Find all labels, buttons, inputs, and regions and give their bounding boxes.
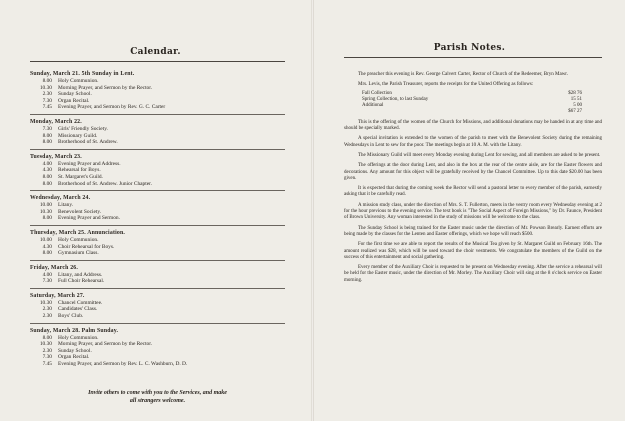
event-text: Rehearsal for Boys. <box>58 167 101 174</box>
event-time: 10.30 <box>39 299 52 306</box>
event-time: 8.00 <box>42 334 52 341</box>
calendar-day <box>30 292 285 320</box>
event-text: Morning Prayer, and Sermon by the Rector. <box>58 341 153 348</box>
event-text: Litany. <box>58 202 74 209</box>
event-time: 2.30 <box>42 91 52 98</box>
event-text: Candidates' Class. <box>58 306 98 313</box>
note-missionary-guild: The Missionary Guild will meet every Monday evening during Lent for sewing, and all members are asked to be present. <box>358 152 601 158</box>
calendar-event <box>30 202 285 209</box>
calendar-event <box>30 313 285 320</box>
event-text: Girls' Friendly Society. <box>58 125 108 132</box>
day-heading: Tuesday, March 23. <box>30 153 82 160</box>
calendar-event <box>30 167 285 174</box>
event-time: 8.00 <box>42 250 52 257</box>
calendar-event <box>30 91 285 98</box>
offering-total: $67 27 <box>568 109 582 115</box>
calendar-event <box>30 361 285 368</box>
event-text: Sunday School. <box>58 347 92 354</box>
invitation-line-2: all strangers welcome. <box>129 397 186 404</box>
calendar-event <box>30 300 285 307</box>
day-heading: Sunday, March 21. 5th Sunday in Lent. <box>30 71 135 77</box>
note-musical-tea: For the first time we are able to report the results of the Musical Tea given by St. Margaret Guild on February 16th. The amount realized was $28, which will be used toward the choir vestments. We congratulate the members of the Guild on the success of this entertainment and social gathering. <box>344 242 602 260</box>
note-mission-class: A mission study class, under the direction of Mrs. S. T. Fullerton, meets in the vestry room every Wednesday evening at 2 for the hour previous to the evening service. The text book is "The Social Aspect of Foreign Missions," by Dr. Faunce, President of Brown University. Any woman interested in the study of missions will be welcome to the class. <box>344 202 602 221</box>
event-time: 10.00 <box>39 236 52 243</box>
event-text: Sunday School. <box>58 91 92 98</box>
event-text: Organ Recital. <box>58 97 90 104</box>
event-time: 7.30 <box>42 97 52 104</box>
calendar-day <box>30 194 285 222</box>
event-time: 7.30 <box>42 278 52 285</box>
day-separator <box>30 260 285 261</box>
event-time: 2.30 <box>42 306 52 313</box>
note-offering-women: This is the offering of the women of the Church for Missions, and additional donations may be handed in at any time and should be specially marked. <box>344 119 602 132</box>
event-time: 7.45 <box>42 104 52 111</box>
calendar-day <box>30 229 285 257</box>
event-time: 7.45 <box>42 361 52 368</box>
event-time: 4.30 <box>42 243 52 250</box>
calendar-event <box>30 306 285 313</box>
calendar-event <box>30 215 285 222</box>
event-text: Evening Prayer and Sermon. <box>58 215 120 222</box>
event-text: Morning Prayer, and Sermon by the Rector. <box>58 84 153 91</box>
note-auxiliary-choir: Every member of the Auxiliary Choir is requested to be present on Wednesday evening. After the service a rehearsal will be held for the Easter music, under the direction of Mr. Morley. The Auxiliary Choir will sing at the 8 o'clock service on Easter morning. <box>344 265 602 283</box>
calendar-event <box>30 78 285 85</box>
day-heading: Sunday, March 28. Palm Sunday. <box>30 327 119 334</box>
event-time: 10.00 <box>39 202 52 209</box>
note-sunday-school: The Sunday School is being trained for the Easter music under the direction of Mr. Powson Brearly. Earnest efforts are being made by the classes for the Lenten and Easter offerings, which we hope will reach $500. <box>344 225 602 237</box>
event-text: Evening Prayer, and Sermon by Rev. L. C. Washburn, D. D. <box>58 361 188 368</box>
event-time: 4.00 <box>42 271 52 278</box>
note-pastoral-letter: It is expected that during the coming week the Rector will send a pastoral letter to every member of the parish, earnestly asking that it be carefully read. <box>344 186 602 198</box>
note-preacher: The preacher this evening is Rev. George Calvert Carter, Rector of Church of the Redeemer, Bryn Mawr. <box>358 72 568 77</box>
offering-row: Fall Collection $28 76 <box>362 90 582 96</box>
event-text: Organ Recital. <box>58 354 90 361</box>
event-time: 8.00 <box>42 173 52 180</box>
event-text: Holy Communion. <box>58 334 99 341</box>
calendar-event <box>30 250 285 257</box>
calendar-day <box>30 118 285 146</box>
calendar-event <box>30 348 285 355</box>
calendar-event <box>30 335 285 342</box>
parish-notes <box>344 72 602 288</box>
event-text: Benevolent Society. <box>58 208 102 215</box>
day-separator <box>30 288 285 289</box>
day-separator <box>30 323 285 324</box>
event-time: 10.30 <box>39 84 52 91</box>
calendar-day <box>30 264 285 285</box>
offering-row: Spring Collection, to last Sunday 15 51 <box>362 96 582 102</box>
event-time: 10.30 <box>39 341 52 348</box>
note-treasurer: Mrs. Levis, the Parish Treasurer, reports the receipts for the United Offering as follows: <box>358 82 534 88</box>
event-time: 8.00 <box>42 215 52 222</box>
calendar-event <box>30 341 285 348</box>
event-text: Evening Prayer, and Sermon by Rev. G. C. Carter <box>58 104 166 111</box>
event-text: Holy Communion. <box>58 236 99 243</box>
notes-title-rule <box>344 57 602 58</box>
event-text: Brotherhood of St. Andrew. Junior Chapter. <box>58 180 152 187</box>
calendar-event <box>30 237 285 244</box>
calendar-day <box>30 153 285 187</box>
calendar-event <box>30 104 285 111</box>
event-time: 7.30 <box>42 354 52 361</box>
calendar-title: Calendar. <box>130 47 181 57</box>
event-text: Full Choir Rehearsal. <box>58 278 105 285</box>
event-text: Boys' Club. <box>58 313 84 320</box>
event-time: 2.30 <box>42 313 52 320</box>
event-text: Litany, and Address. <box>58 271 103 278</box>
calendar-title-rule <box>30 61 285 62</box>
invitation-note <box>30 390 285 405</box>
calendar-event <box>30 85 285 92</box>
event-text: St. Margaret's Guild. <box>58 173 103 180</box>
event-time: 8.00 <box>42 78 52 84</box>
offering-table <box>362 91 602 116</box>
event-time: 10.30 <box>39 208 52 215</box>
day-heading: Wednesday, March 24. <box>30 195 91 202</box>
day-heading: Saturday, March 27. <box>30 292 85 299</box>
event-time: 7.30 <box>42 125 52 132</box>
event-time: 8.00 <box>42 180 52 187</box>
event-text: Choir Rehearsal for Boys. <box>58 243 115 250</box>
calendar-event <box>30 244 285 251</box>
event-text: Gymnasium Class. <box>58 250 99 257</box>
note-benevolent: A special invitation is extended to the women of the parish to meet with the Benevolent Society during the remaining Wednesdays in Lent to sew for the poor. The meetings begin at 10 A. M. with the Litany. <box>344 136 602 148</box>
notes-title: Parish Notes. <box>433 43 506 53</box>
calendar-event <box>30 272 285 279</box>
calendar-event <box>30 126 285 133</box>
event-text: Brotherhood of St. Andrew. <box>58 139 118 146</box>
calendar-days <box>30 70 285 371</box>
day-heading: Thursday, March 25. Annunciation. <box>30 229 126 236</box>
calendar-event <box>30 209 285 216</box>
calendar-day <box>30 327 285 368</box>
event-time: 8.00 <box>42 139 52 146</box>
event-text: Chancel Committee. <box>58 299 103 306</box>
event-text: Evening Prayer and Address. <box>58 160 121 167</box>
day-separator <box>30 225 285 226</box>
day-heading: Monday, March 22. <box>30 118 82 125</box>
calendar-event <box>30 181 285 188</box>
offering-row: Additional 5 00 <box>362 103 582 109</box>
day-heading: Friday, March 26. <box>30 264 79 271</box>
calendar-page <box>0 0 311 421</box>
event-time: 4.30 <box>42 167 52 174</box>
calendar-event <box>30 174 285 181</box>
day-separator <box>30 190 285 191</box>
note-easter-offerings: The offerings at the door during Lent, and also in the box at the rear of the centre aisle, are for the Easter flowers and decorations. Any amount for this object will be gratefully received by the Chancel Committee. Up to this date $20.00 has been given. <box>344 163 602 181</box>
invitation-line-1: Invite others to come with you to the Services, and make <box>88 390 227 396</box>
parish-notes-page <box>314 0 625 421</box>
calendar-day <box>30 70 285 111</box>
event-time: 4.00 <box>42 160 52 167</box>
calendar-event <box>30 278 285 285</box>
calendar-event <box>30 98 285 105</box>
day-separator <box>30 149 285 150</box>
calendar-event <box>30 139 285 146</box>
calendar-event <box>30 354 285 361</box>
event-text: Missionary Guild. <box>58 132 98 139</box>
day-separator <box>30 114 285 115</box>
event-time: 8.00 <box>42 132 52 139</box>
event-text: Holy Communion. <box>58 78 99 84</box>
event-time: 2.30 <box>42 347 52 354</box>
